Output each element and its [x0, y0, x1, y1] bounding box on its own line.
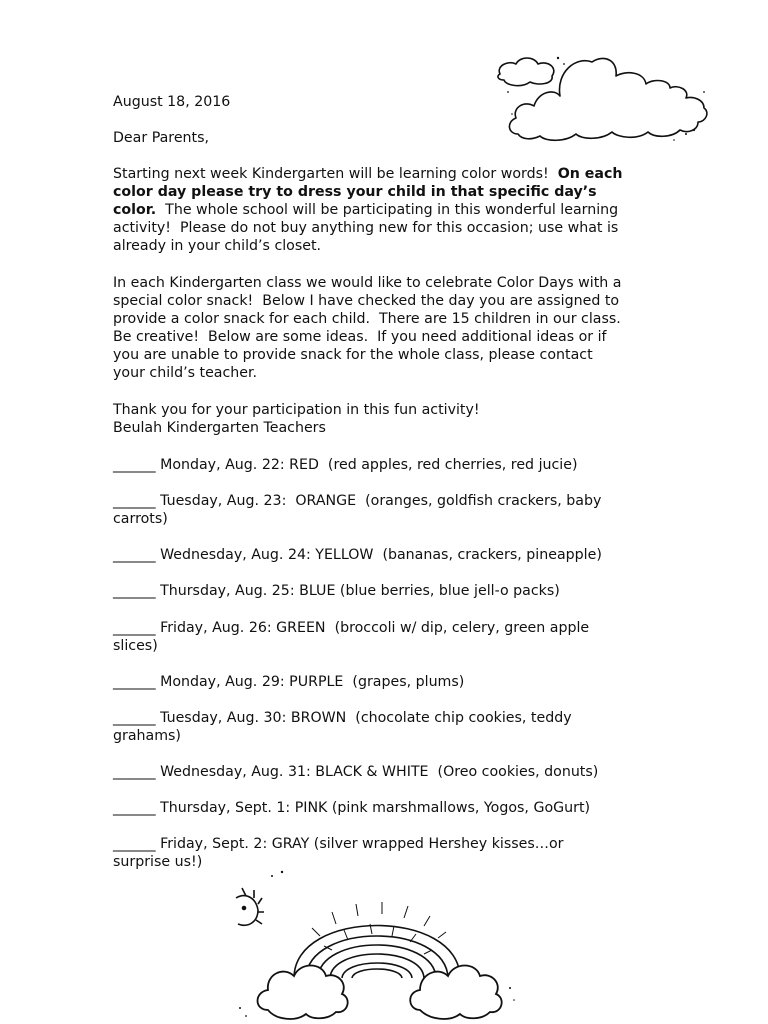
- paragraph-1-line: already in your child’s closet.: [113, 238, 322, 254]
- sign-up-blank[interactable]: ______: [113, 836, 156, 852]
- schedule-item: [113, 835, 658, 871]
- paragraph-2-line: In each Kindergarten class we would like to celebrate Color Days with a: [113, 275, 622, 291]
- schedule-item: [113, 546, 658, 564]
- paragraph-1-text: Starting next week Kindergarten will be learning color words!: [113, 166, 558, 182]
- schedule-item-text: Friday, Aug. 26: GREEN (broccoli w/ dip, celery, green apple: [155, 620, 590, 636]
- paragraph-1-bold: On each: [557, 166, 623, 182]
- schedule-item-text: Thursday, Aug. 25: BLUE (blue berries, blue jell-o packs): [155, 583, 560, 599]
- sign-up-blank[interactable]: ______: [113, 457, 156, 473]
- letter-salutation: Dear Parents,: [113, 130, 210, 146]
- schedule-item-continuation: carrots): [113, 511, 168, 527]
- schedule-item: [113, 619, 658, 655]
- schedule-item: [113, 492, 658, 528]
- paragraph-1-bold: color day please try to dress your child in that specific day’s: [113, 184, 597, 200]
- paragraph-1-text: The whole school will be participating in this wonderful learning: [156, 202, 619, 218]
- schedule-item-text: Tuesday, Aug. 23: ORANGE (oranges, goldfish crackers, baby: [155, 493, 602, 509]
- schedule-item-text: Wednesday, Aug. 24: YELLOW (bananas, crackers, pineapple): [155, 547, 602, 563]
- schedule-item: [113, 799, 658, 817]
- rainbow-illustration: [232, 868, 522, 1024]
- paragraph-1-line: [113, 165, 658, 183]
- schedule-item-text: Friday, Sept. 2: GRAY (silver wrapped Hershey kisses…or: [155, 836, 564, 852]
- sign-up-blank[interactable]: ______: [113, 620, 156, 636]
- schedule-item: [113, 709, 658, 745]
- paragraph-1-bold: color.: [113, 202, 157, 218]
- sign-up-blank[interactable]: ______: [113, 583, 156, 599]
- closing: [113, 401, 658, 437]
- schedule-item-text: Wednesday, Aug. 31: BLACK & WHITE (Oreo cookies, donuts): [155, 764, 599, 780]
- schedule-item: [113, 582, 658, 600]
- signature-line: Beulah Kindergarten Teachers: [113, 420, 326, 436]
- paragraph-1: [113, 165, 658, 255]
- closing-line: Thank you for your participation in this fun activity!: [113, 402, 480, 418]
- schedule-item-text: Thursday, Sept. 1: PINK (pink marshmallows, Yogos, GoGurt): [155, 800, 591, 816]
- letter-date: August 18, 2016: [113, 94, 231, 110]
- paragraph-1-line: [113, 201, 658, 219]
- paragraph-2-line: your child’s teacher.: [113, 365, 258, 381]
- paragraph-1-line: [113, 183, 658, 201]
- paragraph-2-line: Be creative! Below are some ideas. If you need additional ideas or if: [113, 329, 607, 345]
- schedule-item-continuation: grahams): [113, 728, 181, 744]
- schedule-item: [113, 763, 658, 781]
- sign-up-blank[interactable]: ______: [113, 674, 156, 690]
- sign-up-blank[interactable]: ______: [113, 493, 156, 509]
- paragraph-2-line: provide a color snack for each child. There are 15 children in our class.: [113, 311, 621, 327]
- paragraph-2-line: you are unable to provide snack for the whole class, please contact: [113, 347, 593, 363]
- schedule-item-text: Monday, Aug. 29: PURPLE (grapes, plums): [155, 674, 465, 690]
- paragraph-1-line: activity! Please do not buy anything new for this occasion; use what is: [113, 220, 619, 236]
- paragraph-2-line: special color snack! Below I have checked the day you are assigned to: [113, 293, 620, 309]
- schedule-item-text: Monday, Aug. 22: RED (red apples, red cherries, red jucie): [155, 457, 578, 473]
- schedule-item-continuation: surprise us!): [113, 854, 203, 870]
- paragraph-2: [113, 274, 658, 382]
- schedule-item-continuation: slices): [113, 638, 158, 654]
- schedule-item: [113, 456, 658, 474]
- sign-up-blank[interactable]: ______: [113, 710, 156, 726]
- schedule-item: [113, 673, 658, 691]
- schedule-item-text: Tuesday, Aug. 30: BROWN (chocolate chip cookies, teddy: [155, 710, 572, 726]
- sign-up-blank[interactable]: ______: [113, 764, 156, 780]
- sign-up-blank[interactable]: ______: [113, 800, 156, 816]
- sign-up-blank[interactable]: ______: [113, 547, 156, 563]
